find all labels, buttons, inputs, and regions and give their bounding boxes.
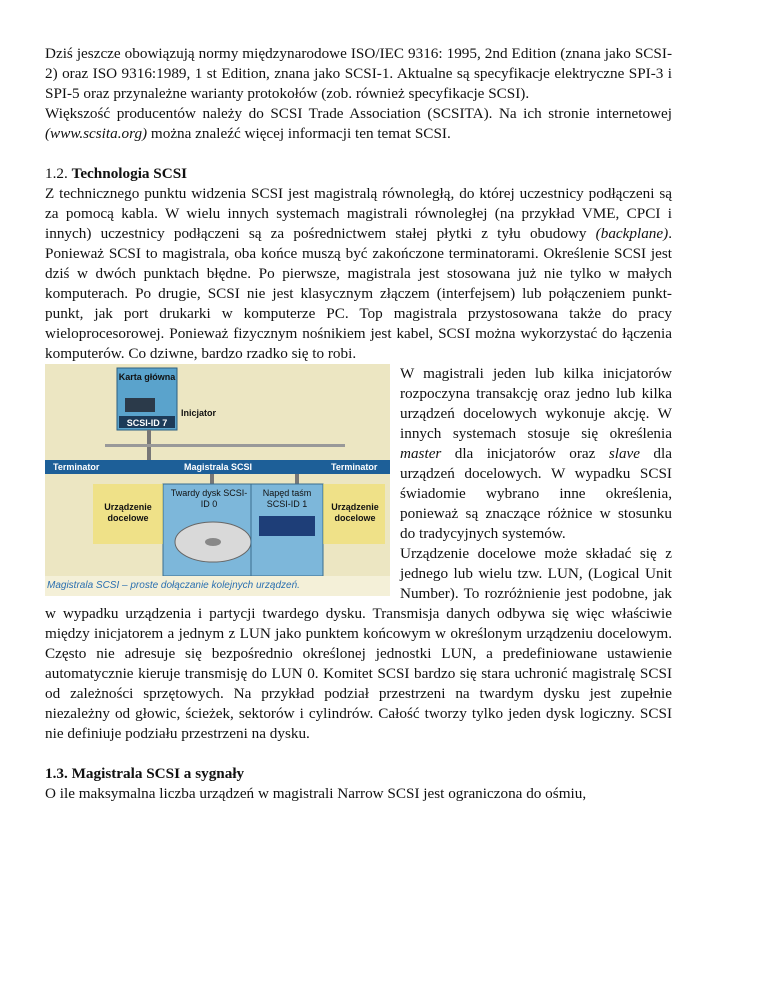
- label-bus: Magistrala SCSI: [183, 462, 253, 472]
- label-initiator: Inicjator: [181, 408, 217, 418]
- scsi-bus-figure: [45, 364, 390, 596]
- label-card: Karta główna: [118, 372, 176, 382]
- paragraph-initiators: W magistrali jeden lub kilka inicjatorów rozpoczyna transakcję oraz jedno lub kilka urządzeń docelowych wykonuje akcję. W innych systemach stosuje się określenia master dla inicjatorów oraz slave dla urządzeń docelowych. W wypadku SCSI świadomie wybrano inne określenia, ponieważ są znaczące różnice w stosunku do tradycyjnych systemów.: [400, 365, 672, 542]
- heading-technologia: 1.2. Technologia SCSI: [45, 165, 188, 182]
- paragraph-technology: Z technicznego punktu widzenia SCSI jest magistralą równoległą, do której uczestnicy podłączeni są za pomocą kabla. W wielu innych systemach magistrali równoległej (na przykład VME, CPCI i innych) uczestnicy podłączeni są za pośrednictwem stałej płytki z tyłu obudowy (backplane). Ponieważ SCSI to magistrala, oba końce muszą być zakończone terminatorami. Określenie SCSI jest dziś w dwóch punktach błędne. Po pierwsze, magistrala jest stosowana już nie tylko w małych komputerach. Po drugie, SCSI nie jest klasycznym złączem (interfejsem) lub połączeniem punkt-punkt, jak port drukarki w komputerze PC. Top magistrala przystosowana także do pracy wieloprocesorowej. Ponieważ fizycznym nośnikiem jest kabel, SCSI można wykorzystać do łączenia komputerów. Co dziwne, bardzo rzadko się to robi.: [45, 185, 672, 362]
- label-target-left: Urządzenie docelowe: [104, 502, 152, 523]
- label-target-right: Urządzenie docelowe: [331, 502, 379, 523]
- scsi-diagram: [45, 364, 390, 596]
- paragraph-scsita: Większość producentów należy do SCSI Trade Association (SCSITA). Na ich stronie internetowej (www.scsita.org) można znaleźć więcej informacji ten temat SCSI.: [45, 105, 672, 142]
- label-scsi-id7: SCSI-ID 7: [126, 418, 168, 428]
- scsita-url: (www.scsita.org): [45, 125, 148, 142]
- figure-caption: Magistrala SCSI – proste dołączanie kolejnych urządzeń.: [45, 576, 390, 596]
- label-disk: Twardy dysk SCSI-ID 0: [170, 488, 248, 509]
- heading-signals: 1.3. Magistrala SCSI a sygnały: [45, 765, 245, 782]
- label-terminator-right: Terminator: [331, 462, 378, 472]
- paragraph-standards: Dziś jeszcze obowiązują normy międzynarodowe ISO/IEC 9316: 1995, 2nd Edition (znana jako SCSI-2) oraz ISO 9316:1989, 1 st Edition, znana jako SCSI-1. Aktualne są specyfikacje elektryczne SPI-3 i SPI-5 oraz przynależne warianty protokołów (zob. również specyfikacje SCSI).: [45, 45, 672, 102]
- label-terminator-left: Terminator: [53, 462, 100, 472]
- document-page: [45, 44, 672, 804]
- paragraph-narrow: O ile maksymalna liczba urządzeń w magistrali Narrow SCSI jest ograniczona do ośmiu,: [45, 785, 587, 802]
- paragraph-lun: Urządzenie docelowe może składać się z jednego lub wielu tzw. LUN, (Logical Unit Number). To rozróżnienie jest podobne, jak w wypadku urządzenia i partycji twardego dysku. Transmisja danych odbywa się więc właściwie między inicjatorem a jednym z LUN jako punktem końcowym w określonym urządzeniu docelowym. Często nie adresuje się bezpośrednio określonej jednostki LUN, a predefiniowane ustawienie automatycznie kieruje transmisję do LUN 0. Komitet SCSI bardzo się stara uchronić magistralę SCSI od zależności sprzętowych. Na przykład podział przestrzeni na twardym dysku jest zupełnie niezależny od głowic, ścieżek, sektorów i cylindrów. Całość tworzy tylko jeden dysk logiczny. SCSI nie definiuje podziału przestrzeni na dysku.: [45, 545, 672, 742]
- label-tape: Napęd taśm SCSI-ID 1: [262, 488, 312, 509]
